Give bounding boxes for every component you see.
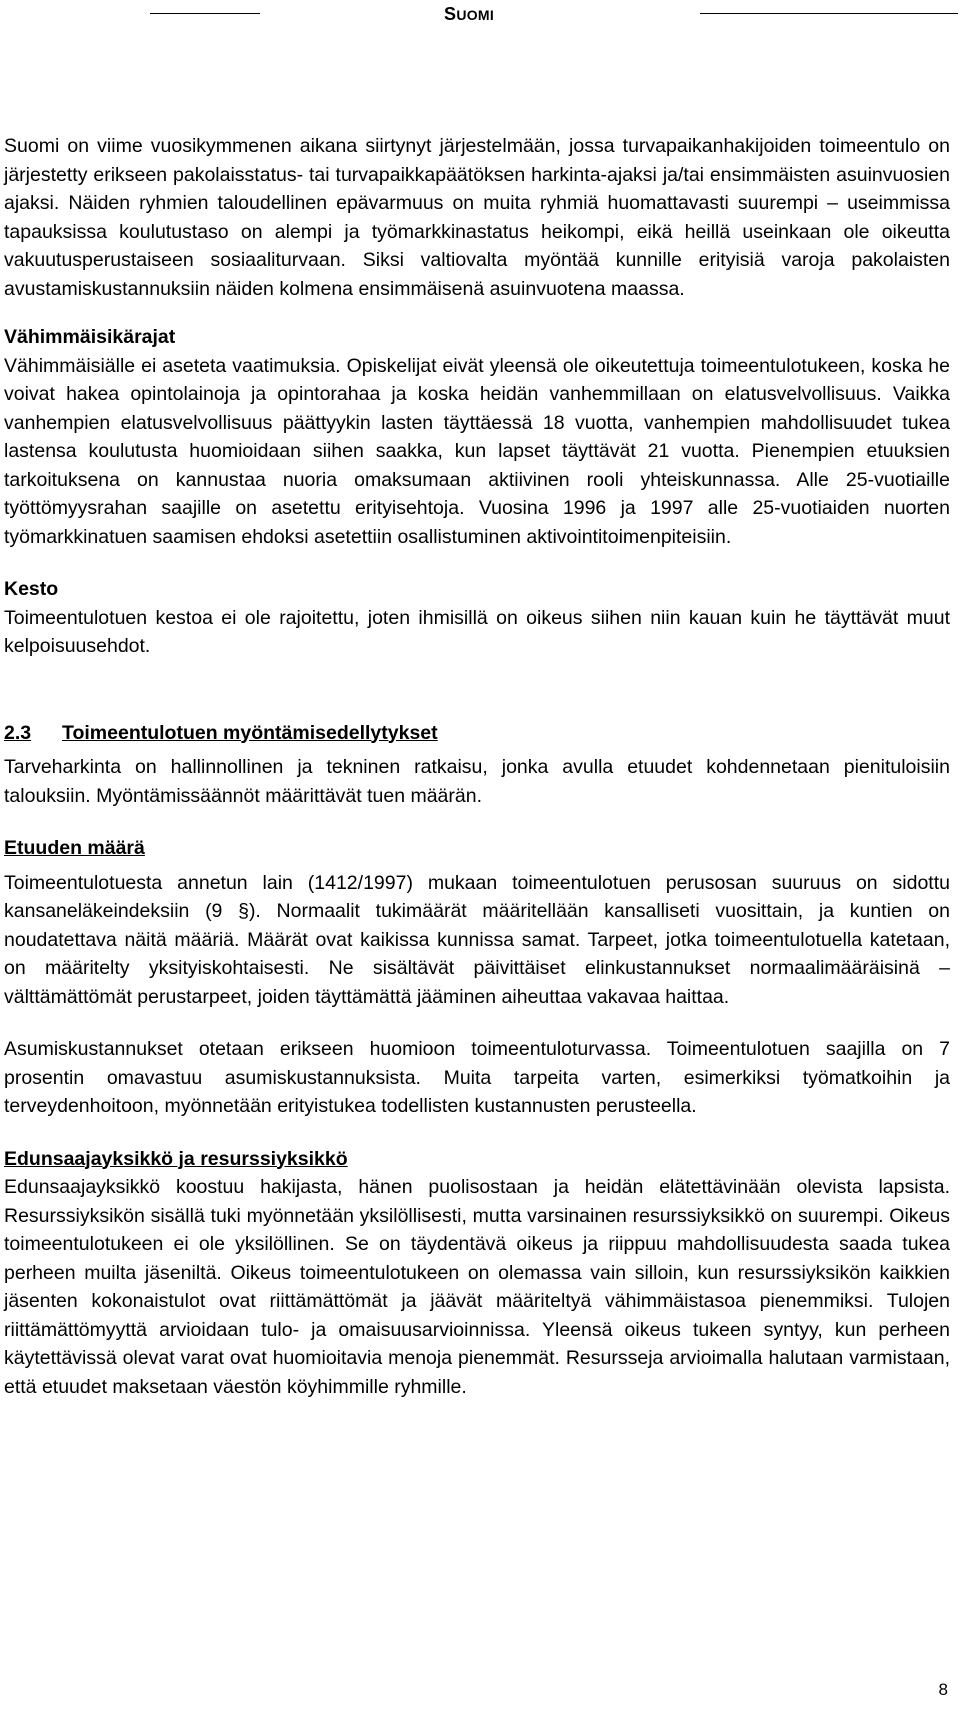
section-title: Toimeentulotuen myöntämisedellytykset [62, 721, 438, 744]
page-number: 8 [938, 1680, 948, 1699]
unit-paragraph: Edunsaajayksikkö koostuu hakijasta, hänen puolisostaan ja heidän elätettävinään olevista lapsista. Resurssiyksikön sisällä tuki myönnetään yksilöllisesti, mutta varsinainen resurssiyksikkö on suurempi. Oikeus toimeentulotukeen ei ole yksilöllinen. Se on täydentävä oikeus ja riippuu mahdollisuudesta saada tukea perheen muilta jäseniltä. Oikeus toimeentulotukeen on olemassa vain silloin, kun resurssiyksikön kaikkien jäsenten kokonaistulot ovat riittämättömät ja jäävät määriteltyä vähimmäistasoa pienemmiksi. Tulojen riittämättömyyttä arvioidaan tulo- ja omaisuusarvioinnissa. Yleensä oikeus tukeen syntyy, kun perheen käytettävissä olevat varat ovat huomioitavia menoja pienemmät. Resursseja arvioimalla halutaan varmistaan, että etuudet maksetaan väestön köyhimmille ryhmille. [4, 1176, 950, 1398]
duration-heading: Kesto [4, 578, 59, 600]
benefit-amount-paragraph-2: Asumiskustannukset otetaan erikseen huomioon toimeentuloturvassa. Toimeentulotuen saajilla on 7 prosentin omavastuu asumiskustannuksista. Muita tarpeita varten, esimerkiksi työmatkoihin ja terveydenhoitoon, myönnetään erityistukea todellisten kustannusten perusteella. [4, 1038, 950, 1117]
section-heading-2-3 [4, 719, 950, 748]
header-rule-left [150, 13, 260, 14]
unit-heading: Edunsaajayksikkö ja resurssiyksikkö [4, 1147, 348, 1170]
section-number: 2.3 [4, 721, 32, 744]
header-title [444, 4, 494, 25]
header-title-initial: S [444, 4, 457, 24]
benefit-amount-paragraph-1: Toimeentulotuesta annetun lain (1412/1997) mukaan toimeentulotuen perusosan suuruus on sidottu kansaneläkeindeksiin (9 §). Normaalit tukimäärät määritellään kansalliseti vuosittain, ja kuntien on noudatettava näitä määriä. Määrät ovat kaikissa kunnissa samat. Tarpeet, jotka toimeentulotuella katetaan, on määritelty yksityiskohtaisesti. Ne sisältävät päivittäiset elinkustannukset normaalimääräisinä – välttämättömät perustarpeet, joiden täyttämättä jääminen aiheuttaa vakavaa haittaa. [4, 871, 950, 1008]
minimum-age-heading: Vähimmäisikärajat [4, 326, 176, 348]
duration-paragraph: Toimeentulotuen kestoa ei ole rajoitettu, joten ihmisillä on oikeus siihen niin kauan kuin he täyttävät muut kelpoisuusehdot. [4, 606, 950, 657]
header-title-rest: UOMI [456, 7, 495, 23]
header-rule-right [700, 13, 958, 14]
intro-paragraph: Suomi on viime vuosikymmenen aikana siirtynyt järjestelmään, jossa turvapaikanhakijoiden toimeentulo on järjestetty erikseen pakolaisstatus- tai turvapaikkapäätöksen harkinta-ajaksi ja/tai ensimmäisten asuinvuosien ajaksi. Näiden ryhmien taloudellinen epävarmuus on muita ryhmiä huomattavasti suurempi – useimmissa tapauksissa koulutustaso on alempi ja työmarkkinastatus heikompi, eikä heillä useinkaan ole oikeutta vakuutusperustaiseen sosiaaliturvaan. Siksi valtiovalta myöntää kunnille erityisiä varoja pakolaisten avustamiskustannuksiin näiden kolmena ensimmäisenä asuinvuotena maassa. [4, 135, 950, 300]
page-header [0, 0, 960, 40]
conditions-paragraph: Tarveharkinta on hallinnollinen ja tekninen ratkaisu, jonka avulla etuudet kohdennetaan pienituloisiin talouksiin. Myöntämissäännöt määrittävät tuen määrän. [4, 756, 950, 807]
document-body [4, 132, 950, 1401]
minimum-age-paragraph: Vähimmäisiälle ei aseteta vaatimuksia. Opiskelijat eivät yleensä ole oikeutettuja toimeentulotukeen, koska he voivat hakea opintolainoja ja opintorahaa ja koska heidän vanhemmillaan on elatusvelvollisuus. Vaikka vanhempien elatusvelvollisuus päättyykin lasten täyttäessä 18 vuotta, vanhempien mahdollisuudet tukea lastensa koulutusta huomioidaan siihen saakka, kun lapset täyttävät 21 vuotta. Pienempien etuuksien tarkoituksena on kannustaa nuoria omaksumaan aktiivinen rooli yhteiskunnassa. Alle 25-vuotiaille työttömyysrahan saajille on asetettu erityisehtoja. Vuosina 1996 ja 1997 alle 25-vuotiaiden nuorten työmarkkinatuen saamisen ehdoksi asetettiin osallistuminen aktivointitoimenpiteisiin. [4, 354, 950, 548]
benefit-amount-heading: Etuuden määrä [4, 837, 145, 859]
